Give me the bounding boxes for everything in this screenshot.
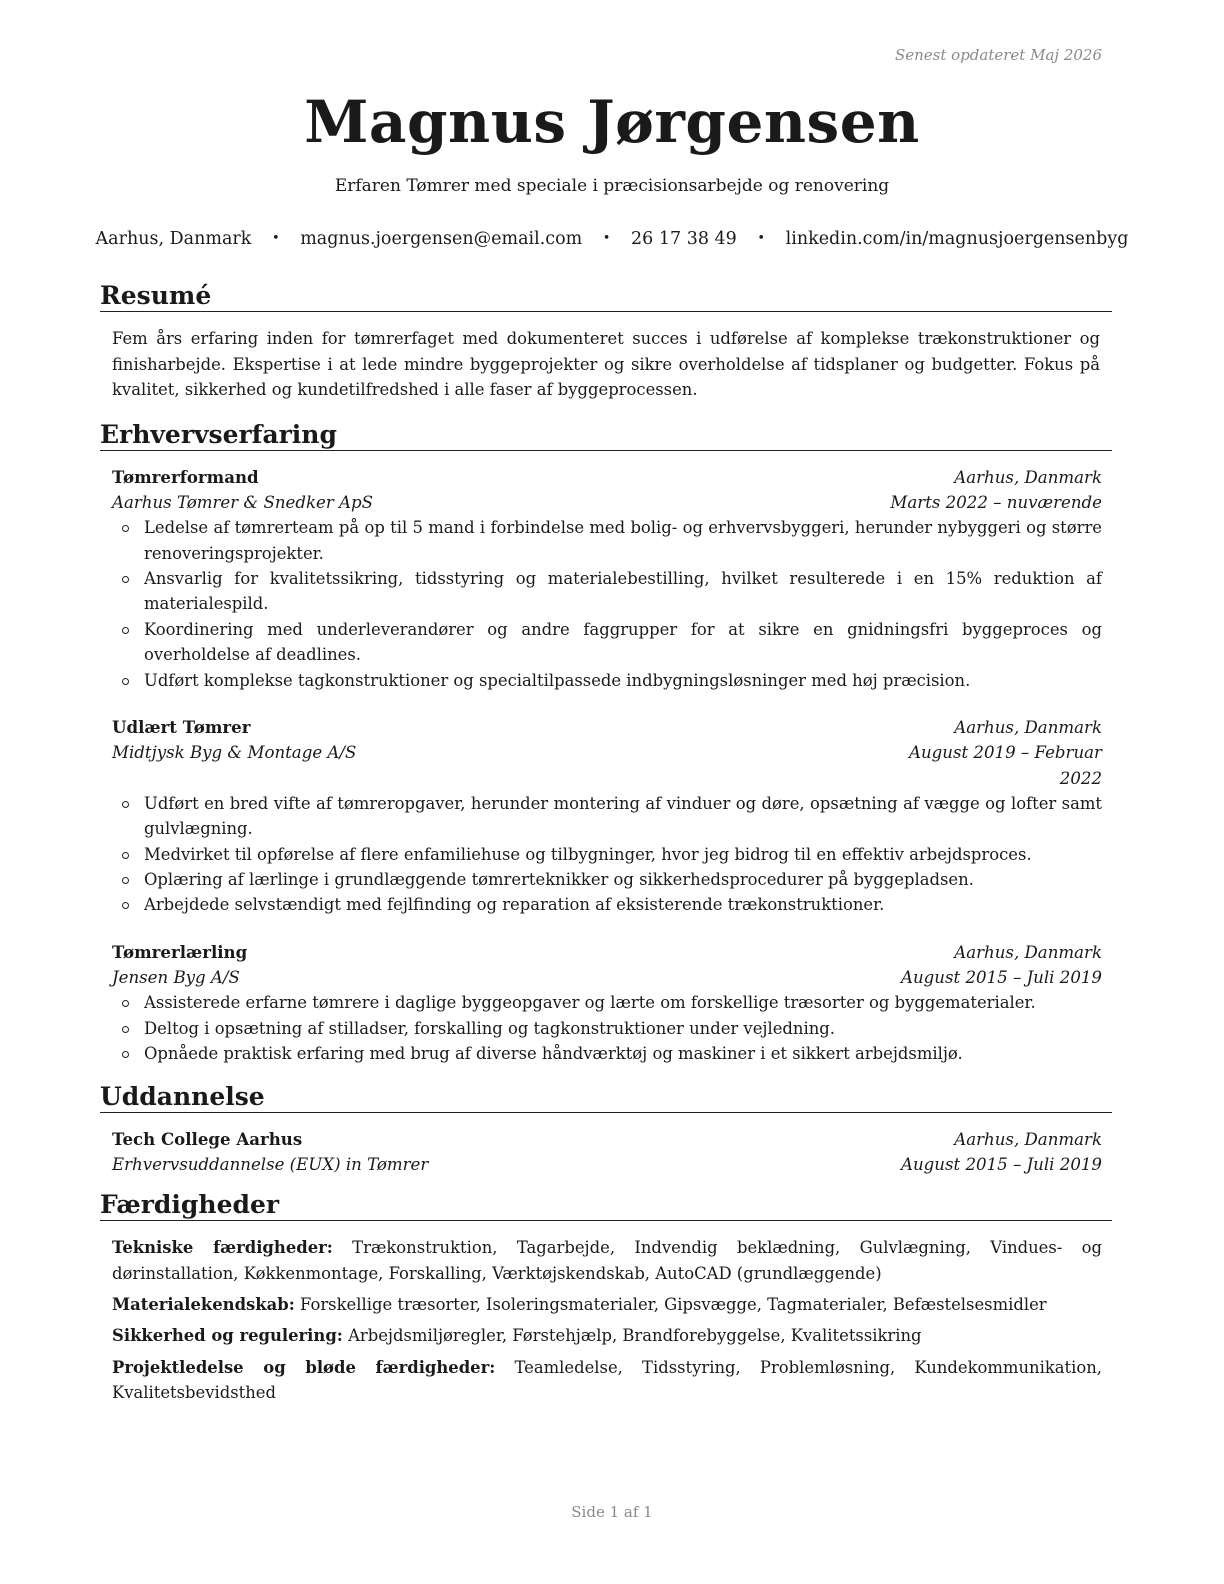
contact-linkedin[interactable]: linkedin.com/in/magnusjoergensenbyg xyxy=(785,229,1129,249)
list-item: Oplæring af lærlinge i grundlæggende tømrerteknikker og sikkerhedsprocedurer på byggepladsen. xyxy=(144,867,1102,892)
section-title-summary: Resumé xyxy=(100,280,1112,312)
skill-group-value: Forskellige træsorter, Isoleringsmaterialer, Gipsvægge, Tagmaterialer, Befæstelsesmidler xyxy=(300,1295,1047,1315)
job-dates: August 2015 – Juli 2019 xyxy=(901,968,1102,988)
summary-text: Fem års erfaring inden for tømrerfaget med dokumenteret succes i udførelse af komplekse trækonstruktioner og finisharbejde. Ekspertise i at lede mindre byggeprojekter og sikre overholdelse af tidsplaner og budgetter. Fokus på kvalitet, sikkerhed og kundetilfredshed i alle faser af byggeprocessen. xyxy=(112,329,1100,399)
bullet-separator: • xyxy=(602,231,611,246)
skill-group xyxy=(112,1323,1102,1348)
contact-phone: 26 17 38 49 xyxy=(631,229,737,249)
list-item: Medvirket til opførelse af flere enfamiliehuse og tilbygninger, hvor jeg bidrog til en effektiv arbejdsproces. xyxy=(144,842,1102,867)
skill-group-value: Teamledelse, Tidsstyring, Problemløsning, Kundekommunikation, Kvalitetsbevidsthed xyxy=(112,1357,1102,1403)
bullet-separator: • xyxy=(757,231,766,246)
job-role: Udlært Tømrer xyxy=(112,716,251,737)
job-entry xyxy=(112,940,1102,1067)
education-location: Aarhus, Danmark xyxy=(954,1129,1102,1149)
list-item: Arbejdede selvstændigt med fejlfinding og reparation af eksisterende trækonstruktioner. xyxy=(144,892,1102,917)
list-item: Udført en bred vifte af tømreropgaver, herunder montering af vinduer og døre, opsætning af vægge og lofter samt gulvlægning. xyxy=(144,791,1102,842)
list-item: Ansvarlig for kvalitetssikring, tidsstyring og materialebestilling, hvilket resulterede i en 15% reduktion af materialespild. xyxy=(144,566,1102,617)
contact-line xyxy=(0,229,1224,249)
skill-group xyxy=(112,1292,1102,1317)
experience-section xyxy=(100,419,1112,1067)
section-title-experience: Erhvervserfaring xyxy=(100,419,1112,451)
bullet-separator: • xyxy=(271,231,280,246)
job-location: Aarhus, Danmark xyxy=(954,467,1102,487)
job-entry xyxy=(112,715,1102,918)
skill-group-label: Sikkerhed og regulering: xyxy=(112,1326,343,1346)
candidate-name: Magnus Jørgensen xyxy=(304,88,920,156)
resume-body xyxy=(100,280,1112,1412)
education-school: Tech College Aarhus xyxy=(112,1128,303,1149)
list-item: Ledelse af tømrerteam på op til 5 mand i forbindelse med bolig- og erhvervsbyggeri, herunder nybyggeri og større renoveringsprojekter. xyxy=(144,515,1102,566)
skill-group-label: Tekniske færdigheder: xyxy=(112,1238,333,1258)
list-item: Assisterede erfarne tømrere i daglige byggeopgaver og lærte om forskellige træsorter og byggematerialer. xyxy=(144,990,1102,1015)
skill-group-label: Materialekendskab: xyxy=(112,1295,295,1315)
contact-email[interactable]: magnus.joergensen@email.com xyxy=(300,229,583,249)
education-entry xyxy=(112,1127,1102,1178)
job-bullets xyxy=(112,791,1102,918)
job-location: Aarhus, Danmark xyxy=(954,942,1102,962)
job-entry xyxy=(112,465,1102,693)
job-company: Aarhus Tømrer & Snedker ApS xyxy=(112,492,374,512)
contact-location: Aarhus, Danmark xyxy=(95,229,252,249)
skill-group-value: Arbejdsmiljøregler, Førstehjælp, Brandforebyggelse, Kvalitetssikring xyxy=(348,1326,922,1346)
skill-group-value: Trækonstruktion, Tagarbejde, Indvendig beklædning, Gulvlægning, Vindues- og dørinstallation, Køkkenmontage, Forskalling, Værktøjskendskab, AutoCAD (grundlæggende) xyxy=(112,1238,1103,1283)
job-company: Jensen Byg A/S xyxy=(112,968,240,988)
list-item: Opnåede praktisk erfaring med brug af diverse håndværktøj og maskiner i et sikkert arbejdsmiljø. xyxy=(144,1041,1102,1066)
section-title-skills: Færdigheder xyxy=(100,1189,1112,1221)
job-bullets xyxy=(112,990,1102,1066)
job-dates: August 2019 – Februar 2022 xyxy=(908,743,1102,788)
skill-group-label: Projektledelse og bløde færdigheder: xyxy=(112,1357,496,1377)
list-item: Deltog i opsætning af stilladser, forskalling og tagkonstruktioner under vejledning. xyxy=(144,1016,1102,1041)
list-item: Koordinering med underleverandører og andre faggrupper for at sikre en gnidningsfri byggeproces og overholdelse af deadlines. xyxy=(144,617,1102,668)
job-company: Midtjysk Byg & Montage A/S xyxy=(112,743,357,763)
tagline: Erfaren Tømrer med speciale i præcisionsarbejde og renovering xyxy=(334,176,890,196)
skills-section xyxy=(100,1189,1112,1405)
job-role: Tømrerformand xyxy=(112,466,259,487)
section-title-education: Uddannelse xyxy=(100,1081,1112,1113)
last-updated-note: Senest opdateret Maj 2026 xyxy=(894,46,1102,64)
skill-group xyxy=(112,1235,1102,1286)
job-location: Aarhus, Danmark xyxy=(954,717,1102,737)
skill-group xyxy=(112,1355,1102,1406)
job-dates: Marts 2022 – nuværende xyxy=(890,492,1102,512)
education-dates: August 2015 – Juli 2019 xyxy=(901,1154,1102,1174)
summary-section xyxy=(100,280,1112,403)
job-bullets xyxy=(112,515,1102,693)
education-degree: Erhvervsuddannelse (EUX) in Tømrer xyxy=(112,1154,429,1174)
education-section xyxy=(100,1081,1112,1178)
page-number: Side 1 af 1 xyxy=(571,1503,653,1521)
job-role: Tømrerlærling xyxy=(112,941,248,962)
list-item: Udført komplekse tagkonstruktioner og specialtilpassede indbygningsløsninger med høj præcision. xyxy=(144,668,1102,693)
